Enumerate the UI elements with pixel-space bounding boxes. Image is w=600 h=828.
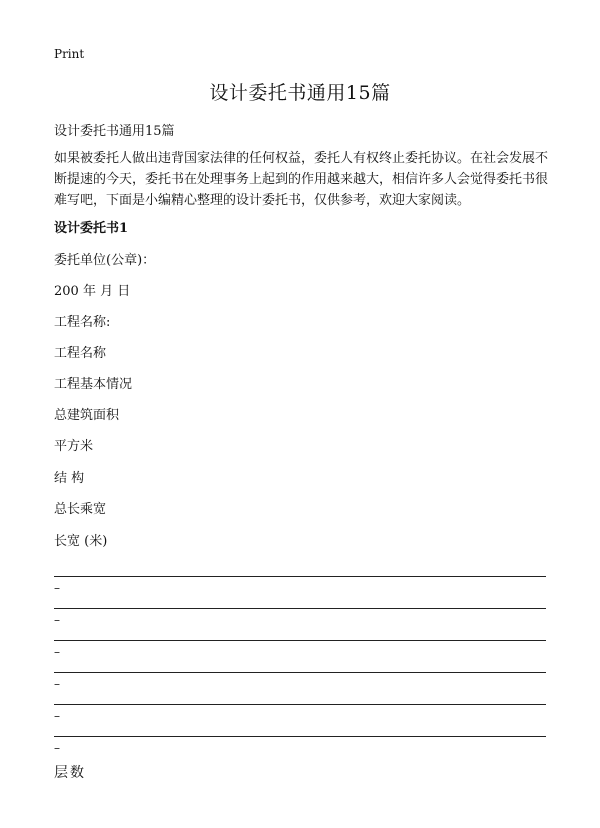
rule-dash: – <box>54 645 60 659</box>
field-floor-count: 层数 <box>54 765 86 781</box>
rule-line <box>54 673 546 723</box>
rule-dash: – <box>54 709 60 723</box>
rule-line <box>54 641 546 691</box>
rule-dash: – <box>54 581 60 595</box>
field-date: 200 年 月 日 <box>54 284 131 299</box>
ruled-lines <box>54 573 546 755</box>
field-total-floor-area: 总建筑面积 <box>54 408 120 423</box>
field-square-meters: 平方米 <box>54 439 94 454</box>
field-project-basic-info: 工程基本情况 <box>54 377 133 392</box>
field-project-name: 工程名称 <box>54 346 107 361</box>
rule-dash: – <box>54 613 60 627</box>
print-label: Print <box>54 47 85 61</box>
field-length-width-meters: 长宽 (米) <box>54 534 108 549</box>
rule-line <box>54 705 546 755</box>
field-structure: 结 构 <box>54 471 85 486</box>
rule-dash: – <box>54 741 60 755</box>
document-subtitle: 设计委托书通用15篇 <box>54 124 175 139</box>
intro-paragraph: 如果被委托人做出违背国家法律的任何权益，委托人有权终止委托协议。在社会发展不断提速的今天，委托书在处理事务上起到的作用越来越大，相信许多人会觉得委托书很难写吧，下面是小编精心整理的设计委托书，仅供参考，欢迎大家阅读。 <box>54 151 549 208</box>
rule-line <box>54 609 546 659</box>
field-client-unit: 委托单位(公章)： <box>54 253 156 268</box>
field-length-times-width: 总长乘宽 <box>54 502 107 517</box>
rule-dash: – <box>54 677 60 691</box>
section-heading: 设计委托书1 <box>54 221 129 236</box>
field-project-name-colon: 工程名称: <box>54 315 111 330</box>
rule-line <box>54 577 546 627</box>
document-title: 设计委托书通用15篇 <box>209 82 391 104</box>
